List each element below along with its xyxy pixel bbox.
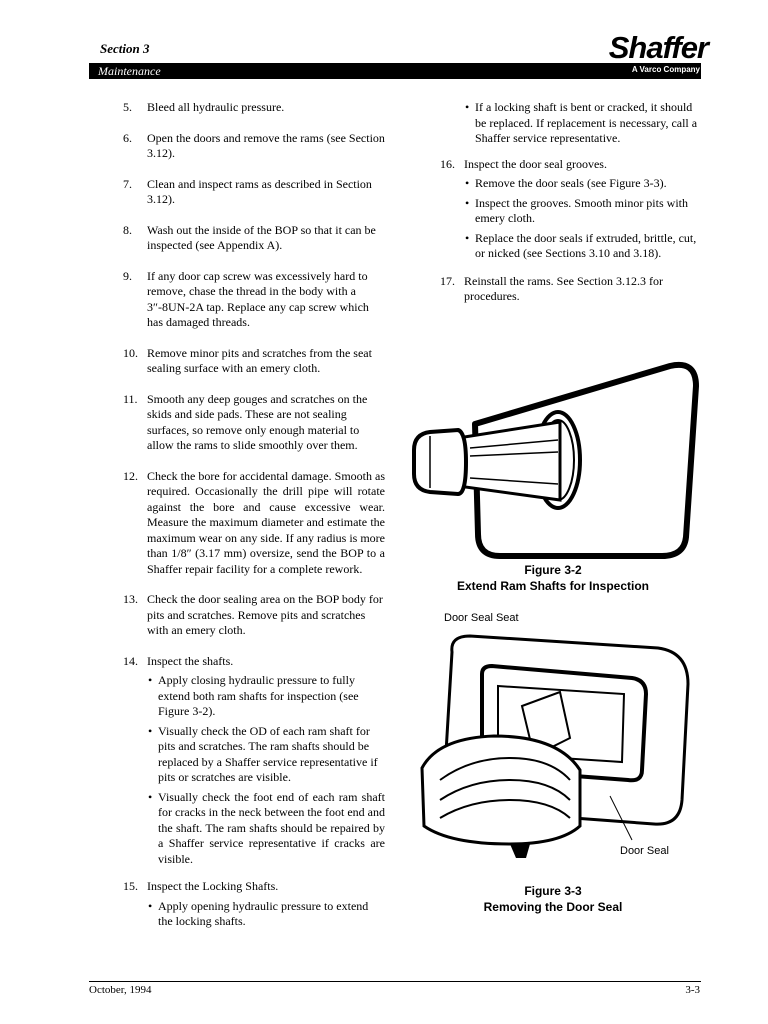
subsection-title: Maintenance xyxy=(98,64,161,78)
step-11: 11. Smooth any deep gouges and scratches on the skids and side pads. These are not sealing surfaces, so remove only enough material to allow the rams to slide smoothly over them. xyxy=(123,391,368,452)
bullet-item: • Apply opening hydraulic pressure to extend the locking shafts. xyxy=(148,898,369,928)
door-seal-seat-label: Door Seal Seat xyxy=(444,612,519,624)
step-10: 10. Remove minor pits and scratches from the seat sealing surface with an emery cloth. xyxy=(123,345,372,375)
step-6: 6. Open the doors and remove the rams (see Section 3.12). xyxy=(123,130,385,160)
footer-divider xyxy=(89,981,701,982)
bullet-item: • Replace the door seals if extruded, brittle, cut, or nicked (see Sections 3.10 and 3.18). xyxy=(465,230,697,260)
section-title: Section 3 xyxy=(100,41,150,56)
bullet-item: • Visually check the OD of each ram shaft for pits and scratches. The ram shafts should be replaced by a Shaffer service representative if pits or scratches are visible. xyxy=(148,723,378,784)
page-number: 3-3 xyxy=(685,984,700,996)
footer-date: October, 1994 xyxy=(89,984,152,996)
logo-tagline: A Varco Company xyxy=(631,65,700,74)
shaffer-logo xyxy=(590,30,710,80)
bullet-item: • Apply closing hydraulic pressure to fully extend both ram shafts for inspection (see Figure 3-2). xyxy=(148,673,359,718)
step-14: 14. Inspect the shafts. • Apply closing hydraulic pressure to fully extend both ram shafts for inspection (see Figure 3-2). • Visually check the OD of each ram shaft for pits and scratches. The ram shafts should be replaced by a Shaffer service representative if pits or scratches are visible. • Visually check the foot end of each ram shaft for cracks in the neck between the foot end and the shaft. The ram shafts should be repaired by a Shaffer service representative if cracks are visible. xyxy=(123,653,385,866)
step-9: 9. If any door cap screw was excessively hard to remove, chase the thread in the body with a 3″-8UN-2A tap. Replace any cap screw which has damaged threads. xyxy=(123,268,369,329)
step-17: 17. Reinstall the rams. See Section 3.12.3 for procedures. xyxy=(440,273,663,303)
step-12: 12. Check the bore for accidental damage. Smooth as required. Occasionally the drill pipe will rotate against the bore and cause excessive wear. Measure the maximum diameter and estimate the maximum wear on any side. If any radius is more than 1/8″ (3.17 mm) oversize, send the BOP to a Shaffer repair facility for a complete rework. xyxy=(123,468,385,576)
step-15-bullets xyxy=(147,899,385,930)
logo-wordmark: Shaffer xyxy=(608,30,708,65)
bullet-item: • Inspect the grooves. Smooth minor pits with emery cloth. xyxy=(465,195,688,225)
bullet-item: • If a locking shaft is bent or cracked, it should be replaced. If replacement is necessary, call a Shaffer service representative. xyxy=(465,100,698,145)
step-14-bullets xyxy=(147,673,385,867)
bullet-item: • Remove the door seals (see Figure 3-3). xyxy=(465,176,667,190)
figure-3-3-illustration xyxy=(410,630,710,870)
figure-3-3-caption: Figure 3-3 Removing the Door Seal xyxy=(483,884,623,914)
step-13: 13. Check the door sealing area on the BOP body for pits and scratches. Remove pits and scratches with an emery cloth. xyxy=(123,592,383,637)
step-16-bullets xyxy=(464,176,702,262)
door-seal-label: Door Seal xyxy=(620,845,669,857)
figure-3-2-caption: Figure 3-2 Extend Ram Shafts for Inspection xyxy=(456,563,650,593)
step-5: 5. Bleed all hydraulic pressure. xyxy=(123,100,285,114)
continued-bullets xyxy=(440,100,702,147)
step-8: 8. Wash out the inside of the BOP so that it can be inspected (see Appendix A). xyxy=(123,222,376,252)
step-15: 15. Inspect the Locking Shafts. • Apply opening hydraulic pressure to extend the locking shafts. xyxy=(123,879,385,930)
right-column xyxy=(440,100,702,305)
left-column xyxy=(123,100,385,934)
step-16: 16. Inspect the door seal grooves. • Remove the door seals (see Figure 3-3). • Inspect the grooves. Smooth minor pits with emery cloth. • Replace the door seals if extruded, brittle, cut, or nicked (see Sections 3.10 and 3.18). xyxy=(440,157,702,262)
step-7: 7. Clean and inspect rams as described in Section 3.12). xyxy=(123,176,372,206)
figure-3-2-illustration xyxy=(400,352,710,562)
bullet-item: • Visually check the foot end of each ram shaft for cracks in the neck between the foot end and the shaft. The ram shafts should be repaired by a Shaffer service representative if cracks are visible. xyxy=(148,789,385,866)
